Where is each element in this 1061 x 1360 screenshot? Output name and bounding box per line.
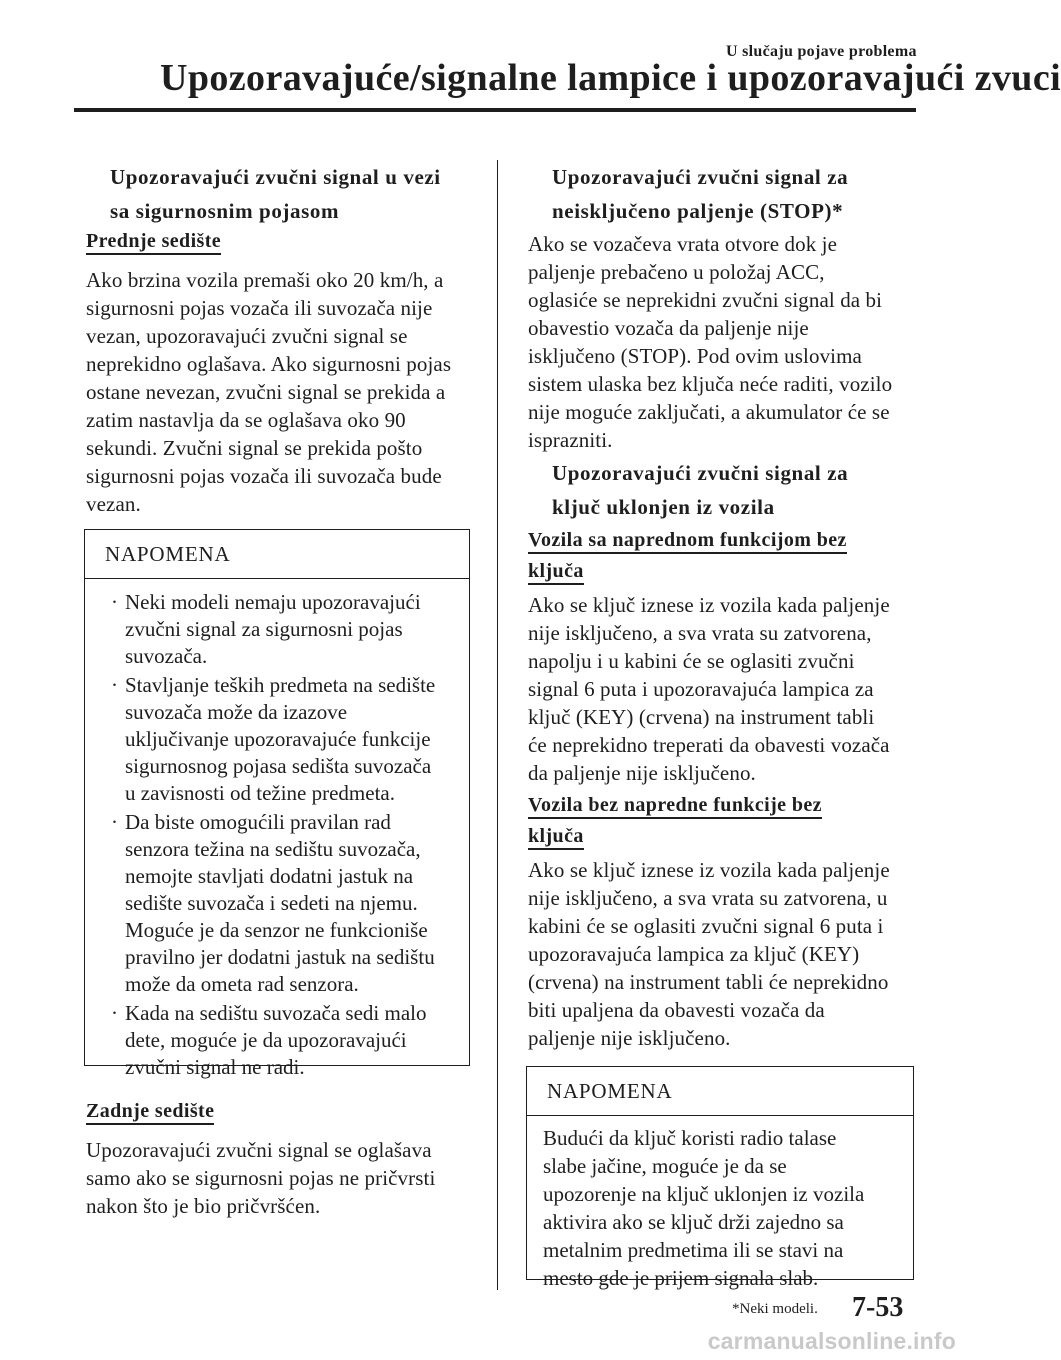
rear-seat-text: Upozoravajući zvučni signal se oglašava samo ako se sigurnosni pojas ne pričvrsti nakon što je bio pričvršćen.	[86, 1138, 436, 1218]
note-item: · Kada na sedištu suvozača sedi malo dete, moguće je da upozoravajući zvučni signal ne radi.	[111, 1001, 427, 1079]
section-label: U slučaju pojave problema	[726, 43, 917, 60]
note-list	[85, 579, 469, 1089]
non-advanced-keyless-heading: Vozila bez napredne funkcije bez ključa	[528, 792, 888, 850]
front-seat-text: Ako brzina vozila premaši oko 20 km/h, a sigurnosni pojas vozača ili suvozača nije vezan, upozoravajući zvučni signal se neprekidno oglašava. Ako sigurnosni pojas ostane nevezan, zvučni signal se prekida a zatim nastavlja da se oglašava oko 90 sekundi. Zvučni signal se prekida pošto sigurnosni pojas vozača ili suvozača bude vezan.	[86, 268, 452, 516]
stop-warning-heading: Upozoravajući zvučni signal za neisključeno paljenje (STOP)*	[552, 165, 849, 223]
note-item: · Neki modeli nemaju upozoravajući zvučni signal za sigurnosni pojas suvozača.	[111, 590, 421, 668]
page-title: Upozoravajuće/signalne lampice i upozoravajući zvuci	[160, 57, 1061, 99]
note-item: · Da biste omogućili pravilan rad senzora težina na sedištu suvozača, nemojte stavljati dodatni jastuk na sedište suvozača i sedeti na njemu. Moguće je da senzor ne funkcioniše pravilno jer dodatni jastuk na sedištu može da ometa rad senzora.	[111, 810, 435, 996]
page-number: 7-53	[852, 1292, 904, 1323]
note-item: · Stavljanje teških predmeta na sedište suvozača može da izazove uključivanje upozoravajuće funkcije sigurnosnog pojasa sedišta suvozača u zavisnosti od težine predmeta.	[111, 673, 436, 805]
footnote: *Neki modeli.	[732, 1301, 818, 1317]
note-box-key	[526, 1066, 914, 1290]
stop-warning-text: Ako se vozačeva vrata otvore dok je paljenje prebačeno u položaj ACC, oglasiće se neprekidni zvučni signal da bi obavestio vozača da paljenje nije isključeno (STOP). Pod ovim uslovima sistem ulaska bez ključa neće raditi, vozilo nije moguće zaključati, a akumulator će se isprazniti.	[528, 232, 893, 452]
column-divider	[497, 160, 498, 1290]
front-seat-heading-wrap	[86, 228, 221, 255]
watermark[interactable]: carmanualsonline.info	[707, 1328, 956, 1354]
note-title: NAPOMENA	[527, 1067, 913, 1116]
rear-seat-heading-wrap	[86, 1098, 214, 1125]
title-rule	[74, 108, 916, 112]
belt-warning-heading: Upozoravajući zvučni signal u vezi sa sigurnosnim pojasom	[110, 165, 441, 223]
advanced-keyless-text: Ako se ključ iznese iz vozila kada paljenje nije isključeno, a sva vrata su zatvorena, napolju i u kabini će se oglasiti zvučni signal 6 puta i upozoravajuća lampica za ključ (KEY) (crvena) na instrument tabli će neprekidno treperati da obavesti vozača da paljenje nije isključeno.	[528, 593, 890, 785]
note-text: Budući da ključ koristi radio talase slabe jačine, moguće je da se upozorenje na ključ uklonjen iz vozila aktivira ako se ključ drži zajedno sa metalnim predmetima ili se stavi na mesto gde je prijem signala slab.	[543, 1126, 865, 1290]
rear-seat-heading: Zadnje sedište	[86, 1100, 214, 1125]
non-advanced-keyless-text: Ako se ključ iznese iz vozila kada paljenje nije isključeno, a sva vrata su zatvorena, u kabini će se oglasiti zvučni signal 6 puta i upozoravajuća lampica za ključ (KEY) (crvena) na instrument tabli će neprekidno biti upaljena da obavesti vozača da paljenje nije isključeno.	[528, 858, 890, 1050]
note-box-belt	[84, 529, 470, 1079]
key-removed-heading: Upozoravajući zvučni signal za ključ uklonjen iz vozila	[552, 461, 849, 519]
note-title: NAPOMENA	[85, 530, 469, 579]
advanced-keyless-heading: Vozila sa naprednom funkcijom bez ključa	[528, 527, 888, 585]
front-seat-heading: Prednje sedište	[86, 230, 221, 255]
